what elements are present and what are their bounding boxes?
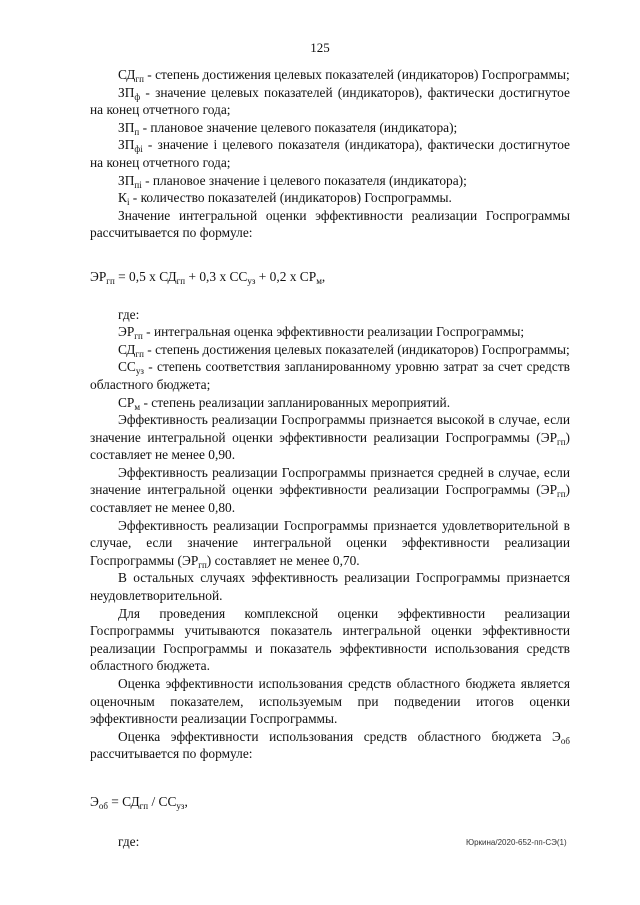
paragraph: В остальных случаях эффективность реализации Госпрограммы признается неудовлетворительной. (90, 570, 570, 604)
definition-line: $СР_м$ - степень реализации запланированных мероприятий. (118, 394, 451, 412)
definition-line: $ЗП_{пi}$ - плановое значение i целевого показателя (индикатора); (118, 172, 467, 190)
formula-budget-efficiency: $Э_{об} = СД_{гп} / СС_{уз}$, (90, 793, 188, 811)
paragraph: Значение интегральной оценки эффективности реализации Госпрограммы рассчитывается по формуле: (90, 207, 570, 241)
paragraph: Эффективность реализации Госпрограммы признается удовлетворительной в случае, если значение интегральной оценки эффективности реализации Госпрограммы $(ЭР_{гп})$ составляет не менее 0,70. (90, 517, 570, 570)
definition-line: $СД_{гп}$ - степень достижения целевых показателей (индикаторов) Госпрограммы; (118, 341, 570, 359)
definition-line: $ЭР_{гп}$ - интегральная оценка эффективности реализации Госпрограммы; (118, 324, 525, 342)
document-body (90, 66, 570, 850)
where-label: где: (118, 306, 140, 322)
paragraph: Эффективность реализации Госпрограммы признается высокой в случае, если значение интегральной оценки эффективности реализации Госпрограммы $(ЭР_{гп})$ составляет не менее 0,90. (90, 412, 570, 463)
definition-line: $ЗП_п$ - плановое значение целевого показателя (индикатора); (118, 119, 458, 137)
paragraph: Для проведения комплексной оценки эффективности реализации Госпрограммы учитываются показатель интегральной оценки эффективности реализации Госпрограммы и показатель эффективности использования средств областного бюджета. (90, 605, 570, 674)
paragraph: Оценка эффективности использования средств областного бюджета является оценочным показателем, используемым при подведении итогов оценки эффективности реализации Госпрограммы. (90, 676, 570, 727)
page-number: 125 (310, 40, 330, 55)
definition-line: $ЗП_{фi}$ - значение i целевого показателя (индикатора), фактически достигнутое на конец отчетного года; (90, 137, 570, 170)
definition-line: $ЗП_ф$ - значение целевых показателей (индикаторов), фактически достигнутое на конец отчетного года; (90, 84, 570, 118)
definition-line: $СС_{уз}$ - степень соответствия запланированному уровню затрат за счет средств областного бюджета; (90, 359, 570, 392)
definition-line: $СД_{гп}$ - степень достижения целевых показателей (индикаторов) Госпрограммы; (118, 67, 570, 84)
where-label: где: (118, 833, 140, 849)
document-code: Юркина/2020-652-пп-СЭ(1) (466, 838, 567, 847)
formula-integral: $ЭР_{гп} = 0,5$ х $СД_{гп} + 0,3$ х $СС_{уз} + 0,2$ х $СР_м$, (90, 268, 326, 286)
paragraph: Оценка эффективности использования средств областного бюджета $Э_{об}$ рассчитывается по формуле: (90, 728, 570, 762)
definition-line: $К_i$ - количество показателей (индикаторов) Госпрограммы. (118, 190, 452, 208)
paragraph: Эффективность реализации Госпрограммы признается средней в случае, если значение интегральной оценки эффективности реализации Госпрограммы $(ЭР_{гп})$ составляет не менее 0,80. (90, 464, 570, 516)
